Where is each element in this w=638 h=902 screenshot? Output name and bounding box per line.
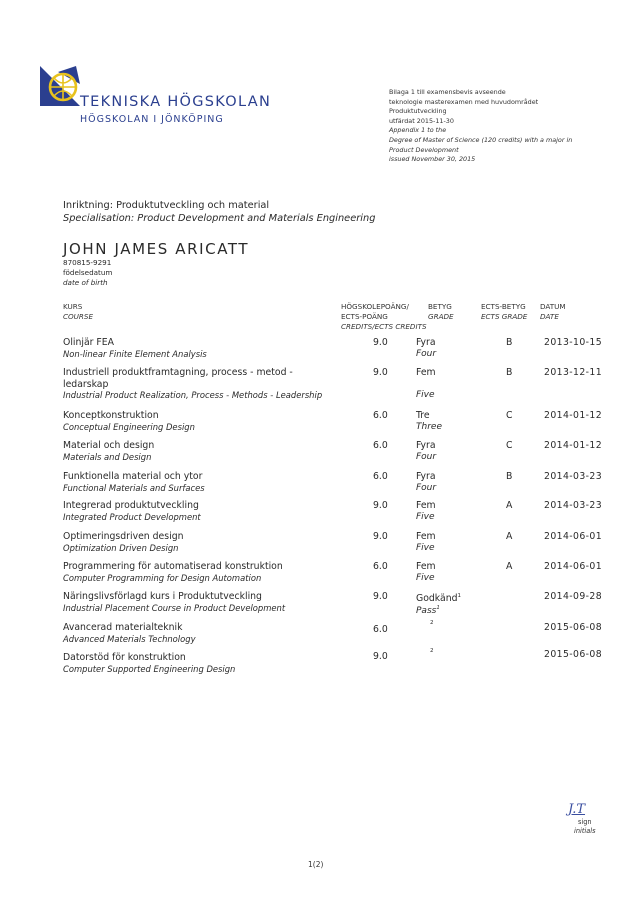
course-credits: 6.0 — [373, 624, 388, 635]
course-date: 2013-12-11 — [544, 367, 603, 378]
course-grade-en: Three — [416, 421, 442, 432]
appendix-en-line: Product Development — [389, 145, 459, 154]
course-ects-grade: A — [506, 500, 513, 511]
course-name-en: Functional Materials and Surfaces — [63, 482, 205, 493]
course-name-sv: Industriell produktframtagning, process - metod - ledarskap — [63, 367, 293, 390]
student-name: JOHN JAMES ARICATT — [63, 240, 250, 258]
header-course — [63, 302, 93, 322]
appendix-sv-line: teknologie masterexamen med huvudområdet — [389, 97, 539, 106]
course-name-en: Integrated Product Development — [63, 511, 201, 522]
appendix-note — [389, 88, 629, 165]
grade-text-en: Pass — [416, 605, 437, 616]
footnote-mark: 1 — [457, 593, 462, 599]
student-id: 870815-9291 — [63, 258, 112, 267]
course-credits: 6.0 — [373, 561, 388, 572]
header-date — [540, 302, 566, 322]
institution-subtitle: HÖGSKOLAN I JÖNKÖPING — [80, 114, 224, 125]
course-name-en: Industrial Product Realization, Process - Methods - Leadership — [63, 390, 323, 401]
course-ects-grade: B — [506, 367, 513, 378]
course-grade-en: Five — [416, 511, 435, 522]
appendix-sv-line: Bilaga 1 till examensbevis avseende — [389, 88, 506, 96]
course-date: 2014-06-01 — [544, 531, 603, 542]
course-name-sv: Avancerad materialteknik — [63, 622, 183, 633]
handwritten-initials: J.T — [568, 802, 586, 817]
course-date: 2015-06-08 — [544, 622, 603, 633]
footnote-mark: 2 — [430, 620, 434, 626]
header-grade-en: GRADE — [428, 311, 454, 321]
course-name-sv: Integrerad produktutveckling — [63, 500, 199, 511]
header-grade — [428, 302, 454, 322]
appendix-sv-line: utfärdat 2015-11-30 — [389, 116, 454, 125]
course-credits: 6.0 — [373, 471, 388, 482]
course-grade-sv: Fem — [416, 500, 436, 511]
course-credits: 6.0 — [373, 440, 388, 451]
course-name-sv: Datorstöd för konstruktion — [63, 652, 186, 663]
appendix-en-line: issued November 30, 2015 — [389, 155, 476, 164]
header-ects — [481, 302, 527, 322]
course-name-en: Computer Programming for Design Automation — [63, 572, 262, 583]
course-name-en: Conceptual Engineering Design — [63, 421, 195, 432]
course-credits: 6.0 — [373, 410, 388, 421]
course-ects-grade: B — [506, 337, 513, 348]
course-grade-sv: Fyra — [416, 440, 436, 451]
course-grade-en: Four — [416, 348, 437, 359]
course-name-sv: Material och design — [63, 440, 155, 451]
course-ects-grade: A — [506, 531, 513, 542]
course-grade-en — [416, 603, 440, 618]
course-credits: 9.0 — [373, 651, 388, 662]
footnote-mark: 2 — [430, 648, 434, 654]
course-grade-sv: Fem — [416, 531, 436, 542]
header-ects-sv: ECTS-BETYG — [481, 302, 526, 311]
course-ects-grade: C — [506, 440, 513, 451]
course-name-sv: Näringslivsförlagd kurs i Produktutveckling — [63, 591, 262, 602]
course-grade-sv: Fyra — [416, 471, 436, 482]
course-credits: 9.0 — [373, 367, 388, 378]
course-name-en: Industrial Placement Course in Product Development — [63, 602, 286, 613]
course-name-sv: Programmering för automatiserad konstruktion — [63, 561, 283, 572]
university-logo — [36, 62, 86, 112]
course-date: 2013-10-15 — [544, 337, 603, 348]
header-date-en: DATE — [540, 311, 559, 321]
course-grade-en: Five — [416, 390, 435, 401]
appendix-en-line: Appendix 1 to the — [389, 126, 447, 135]
course-grade-en: Four — [416, 482, 437, 493]
appendix-en-line: Degree of Master of Science (120 credits) with a major in — [389, 135, 573, 144]
course-date: 2014-06-01 — [544, 561, 603, 572]
header-credits-sv2: ECTS-POÄNG — [341, 311, 388, 321]
header-credits — [341, 302, 427, 331]
course-name-en: Computer Supported Engineering Design — [63, 663, 236, 674]
course-credits: 9.0 — [373, 591, 388, 602]
course-name-en: Optimization Driven Design — [63, 542, 179, 553]
course-credits: 9.0 — [373, 500, 388, 511]
course-name-sv: Konceptkonstruktion — [63, 410, 159, 421]
course-date: 2014-09-28 — [544, 591, 603, 602]
course-grade-en: Five — [416, 572, 435, 583]
course-grade-sv: Tre — [416, 410, 430, 421]
initials-text: initials — [574, 827, 596, 835]
course-grade-en: Four — [416, 451, 437, 462]
course-date: 2014-03-23 — [544, 471, 603, 482]
course-name-en: Materials and Design — [63, 451, 152, 462]
course-grade-sv: Fyra — [416, 337, 436, 348]
course-name-sv: Funktionella material och ytor — [63, 471, 203, 482]
course-name-en: Non-linear Finite Element Analysis — [63, 348, 207, 359]
course-name-en: Advanced Materials Technology — [63, 633, 196, 644]
initials-label — [574, 818, 596, 836]
course-date: 2014-01-12 — [544, 440, 603, 451]
course-grade-en: Five — [416, 542, 435, 553]
course-ects-grade: A — [506, 561, 513, 572]
specialisation-sv: Inriktning: Produktutveckling och material — [63, 200, 270, 211]
course-grade-sv: Fem — [416, 367, 436, 378]
grade-text: Godkänd — [416, 593, 458, 605]
header-course-sv: KURS — [63, 302, 83, 311]
institution-name: TEKNISKA HÖGSKOLAN — [80, 94, 272, 110]
page-number: 1(2) — [308, 860, 324, 869]
course-name-sv: Olinjär FEA — [63, 337, 115, 348]
header-credits-en: CREDITS/ECTS CREDITS — [341, 321, 427, 331]
course-date: 2014-01-12 — [544, 410, 603, 421]
specialisation-en: Specialisation: Product Development and Materials Engineering — [63, 213, 376, 224]
footnote-mark: 1 — [436, 604, 440, 611]
header-date-sv: DATUM — [540, 302, 566, 311]
course-credits: 9.0 — [373, 337, 388, 348]
dob-label-en: date of birth — [63, 278, 108, 287]
course-date: 2014-03-23 — [544, 500, 603, 511]
student-id-block — [63, 258, 112, 288]
dob-label-sv: födelsedatum — [63, 268, 113, 277]
course-ects-grade: C — [506, 410, 513, 421]
course-credits: 9.0 — [373, 531, 388, 542]
header-course-en: COURSE — [63, 311, 94, 321]
course-date: 2015-06-08 — [544, 649, 603, 660]
header-grade-sv: BETYG — [428, 302, 452, 311]
appendix-sv-line: Produktutveckling — [389, 107, 447, 116]
header-credits-sv: HÖGSKOLEPOÄNG/ — [341, 302, 409, 311]
course-name-sv: Optimeringsdriven design — [63, 531, 184, 542]
course-grade-sv: Fem — [416, 561, 436, 572]
course-ects-grade: B — [506, 471, 513, 482]
header-ects-en: ECTS GRADE — [481, 311, 528, 321]
sign-label: sign — [577, 818, 592, 826]
